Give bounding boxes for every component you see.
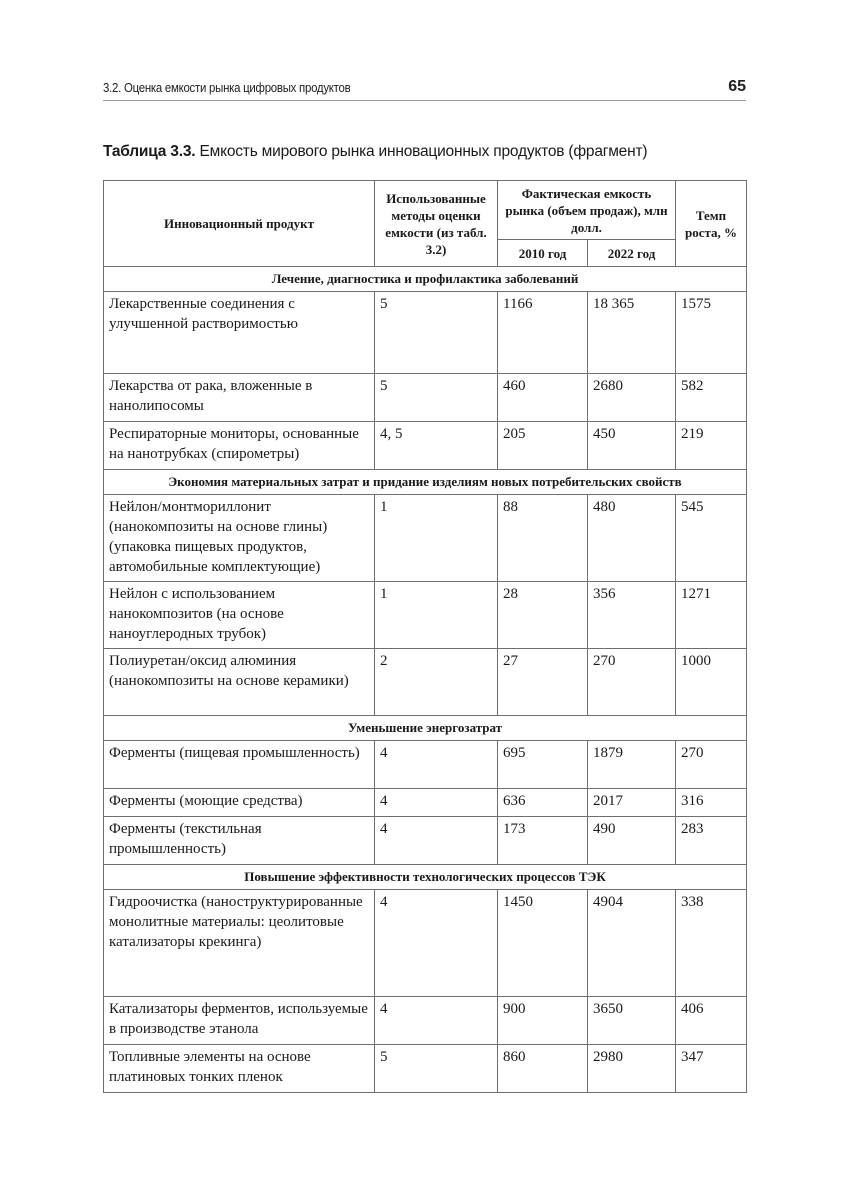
cell-2022: 2680: [588, 374, 676, 422]
cell-product: Лекарственные соединения с улучшенной растворимостью: [104, 292, 375, 374]
section-title: Экономия материальных затрат и придание изделиям новых потребительских свойств: [104, 470, 747, 495]
cell-growth: 316: [676, 789, 747, 817]
cell-growth: 1271: [676, 582, 747, 649]
cell-2022: 356: [588, 582, 676, 649]
cell-2022: 450: [588, 422, 676, 470]
cell-2010: 1166: [498, 292, 588, 374]
cell-2022: 2017: [588, 789, 676, 817]
header-capacity-group: Фактическая емкость рынка (объем продаж), млн долл.: [498, 181, 676, 240]
cell-2010: 860: [498, 1045, 588, 1093]
cell-growth: 545: [676, 495, 747, 582]
table-row: [104, 817, 747, 865]
table-body: [104, 267, 747, 1093]
cell-methods: 4: [375, 789, 498, 817]
cell-growth: 582: [676, 374, 747, 422]
header-growth: Темп роста, %: [676, 181, 747, 267]
section-title: Лечение, диагностика и профилактика заболеваний: [104, 267, 747, 292]
cell-product: Нейлон/монтмориллонит (нанокомпозиты на основе глины) (упаковка пищевых продуктов, автомобильные комплектующие): [104, 495, 375, 582]
cell-2010: 695: [498, 741, 588, 789]
cell-product: Ферменты (текстильная промышленность): [104, 817, 375, 865]
header-year-2022: 2022 год: [588, 240, 676, 267]
market-capacity-table: [103, 180, 747, 1093]
table-row: [104, 890, 747, 997]
cell-product: Катализаторы ферментов, используемые в производстве этанола: [104, 997, 375, 1045]
cell-growth: 270: [676, 741, 747, 789]
table-row: [104, 374, 747, 422]
cell-2010: 28: [498, 582, 588, 649]
cell-2022: 18 365: [588, 292, 676, 374]
cell-methods: 2: [375, 649, 498, 716]
section-row: [104, 267, 747, 292]
cell-2010: 636: [498, 789, 588, 817]
table-caption-text: Емкость мирового рынка инновационных продуктов (фрагмент): [195, 143, 648, 160]
table-row: [104, 741, 747, 789]
cell-2010: 205: [498, 422, 588, 470]
table-row: [104, 292, 747, 374]
section-row: [104, 865, 747, 890]
table-caption: [103, 143, 647, 161]
table-row: [104, 997, 747, 1045]
cell-2010: 27: [498, 649, 588, 716]
cell-product: Респираторные мониторы, основанные на нанотрубках (спирометры): [104, 422, 375, 470]
table-row: [104, 582, 747, 649]
table-row: [104, 1045, 747, 1093]
table-row: [104, 422, 747, 470]
cell-2022: 3650: [588, 997, 676, 1045]
table-caption-label: Таблица 3.3.: [103, 143, 196, 160]
cell-growth: 338: [676, 890, 747, 997]
cell-2022: 4904: [588, 890, 676, 997]
cell-product: Гидроочистка (наноструктурированные монолитные материалы: цеолитовые катализаторы крекинга): [104, 890, 375, 997]
cell-2010: 173: [498, 817, 588, 865]
cell-methods: 4: [375, 741, 498, 789]
header-year-2010: 2010 год: [498, 240, 588, 267]
cell-growth: 219: [676, 422, 747, 470]
cell-methods: 1: [375, 582, 498, 649]
cell-methods: 1: [375, 495, 498, 582]
cell-2010: 900: [498, 997, 588, 1045]
cell-growth: 406: [676, 997, 747, 1045]
cell-growth: 283: [676, 817, 747, 865]
cell-2022: 490: [588, 817, 676, 865]
cell-growth: 1000: [676, 649, 747, 716]
cell-product: Ферменты (моющие средства): [104, 789, 375, 817]
table-row: [104, 495, 747, 582]
cell-methods: 4, 5: [375, 422, 498, 470]
cell-2022: 480: [588, 495, 676, 582]
table-row: [104, 649, 747, 716]
cell-methods: 5: [375, 374, 498, 422]
cell-product: Топливные элементы на основе платиновых тонких пленок: [104, 1045, 375, 1093]
cell-2010: 1450: [498, 890, 588, 997]
cell-2010: 88: [498, 495, 588, 582]
header-methods: Использованные методы оценки емкости (из табл. 3.2): [375, 181, 498, 267]
cell-methods: 4: [375, 890, 498, 997]
cell-2022: 2980: [588, 1045, 676, 1093]
section-row: [104, 470, 747, 495]
page-number: 65: [728, 78, 746, 95]
cell-methods: 4: [375, 817, 498, 865]
running-header: [103, 78, 746, 101]
header-product: Инновационный продукт: [104, 181, 375, 267]
cell-growth: 347: [676, 1045, 747, 1093]
cell-methods: 4: [375, 997, 498, 1045]
table-row: [104, 789, 747, 817]
cell-2022: 1879: [588, 741, 676, 789]
cell-methods: 5: [375, 1045, 498, 1093]
section-title: Уменьшение энергозатрат: [104, 716, 747, 741]
section-row: [104, 716, 747, 741]
cell-2022: 270: [588, 649, 676, 716]
cell-2010: 460: [498, 374, 588, 422]
cell-product: Полиуретан/оксид алюминия (нанокомпозиты на основе керамики): [104, 649, 375, 716]
cell-methods: 5: [375, 292, 498, 374]
cell-product: Ферменты (пищевая промышленность): [104, 741, 375, 789]
section-title: Повышение эффективности технологических процессов ТЭК: [104, 865, 747, 890]
cell-product: Нейлон с использованием нанокомпозитов (на основе наноуглеродных трубок): [104, 582, 375, 649]
cell-growth: 1575: [676, 292, 747, 374]
running-header-title: 3.2. Оценка емкости рынка цифровых продуктов: [103, 80, 351, 95]
cell-product: Лекарства от рака, вложенные в нанолипосомы: [104, 374, 375, 422]
